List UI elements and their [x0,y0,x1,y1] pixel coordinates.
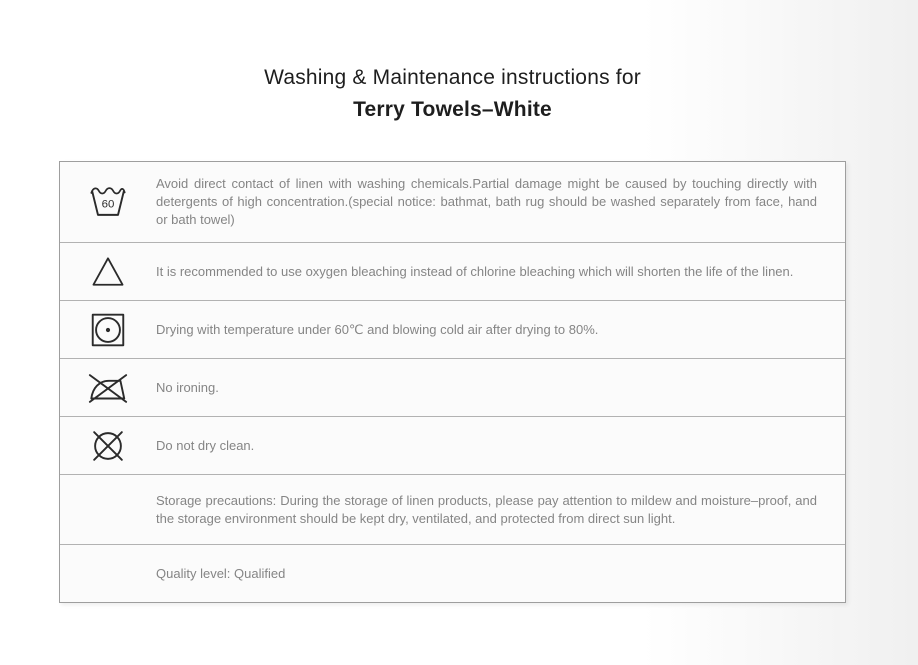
icon-cell [60,243,156,300]
bleach-triangle-icon [88,252,128,292]
wash-temperature-value: 60 [101,198,115,211]
row-text: It is recommended to use oxygen bleaching instead of chlorine bleaching which will shorten the life of the linen. [156,263,794,279]
icon-cell [60,417,156,474]
no-dry-clean-icon [87,425,129,467]
row-text: No ironing. [156,379,219,395]
row-text: Do not dry clean. [156,437,255,453]
page-title-line2: Terry Towels–White [353,98,552,121]
row-text: Storage precautions: During the storage of linen products, please pay attention to mildew and moisture–proof, and the storage environment should be kept dry, ventilated, and protected from direct sun light. [156,492,817,526]
wash-60-icon [87,181,129,223]
row-text: Quality level: Qualified [156,565,286,581]
care-instructions-table [59,161,846,603]
icon-cell [60,301,156,358]
table-row-storage [60,474,845,544]
table-row-dry-cleaning [60,416,845,474]
table-row-drying [60,300,845,358]
table-row-ironing [60,358,845,416]
row-text: Avoid direct contact of linen with washing chemicals.Partial damage might be caused by touching directly with detergents of high concentration.(special notice: bathmat, bath rug should be washed separately from face, hand or bath towel) [156,176,817,227]
page-title-line1: Washing & Maintenance instructions for [264,66,641,89]
table-row-quality [60,544,845,602]
row-text: Drying with temperature under 60℃ and blowing cold air after drying to 80%. [156,321,599,337]
icon-cell-empty [60,545,156,602]
icon-cell-empty [60,475,156,544]
tumble-dry-low-heat-icon [87,309,129,351]
no-ironing-icon [86,367,130,409]
page-title [59,62,846,126]
table-row-washing [60,162,845,242]
instructions-page [59,0,846,603]
table-row-bleaching [60,242,845,300]
icon-cell [60,162,156,242]
icon-cell [60,359,156,416]
